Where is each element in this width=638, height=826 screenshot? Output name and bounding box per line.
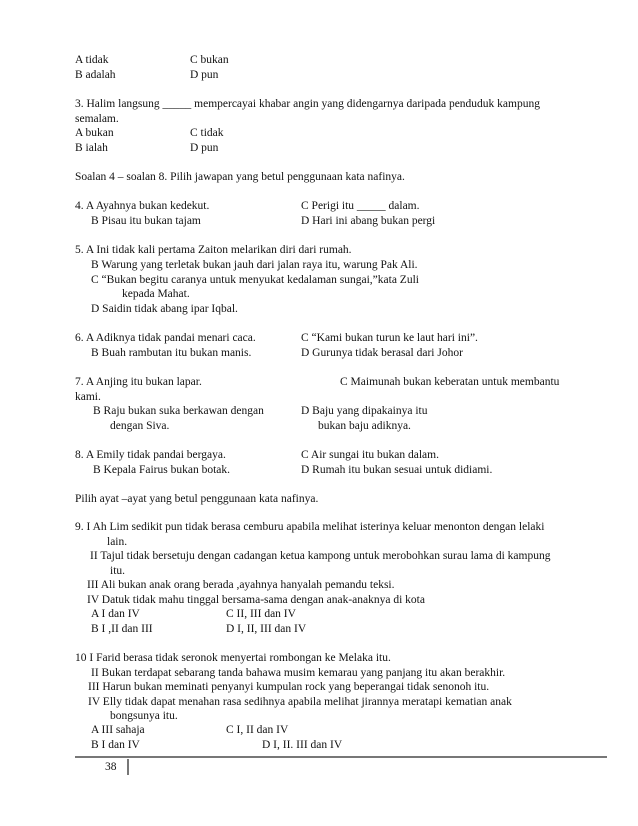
option-a: A tidak	[75, 54, 109, 66]
question-6-option-c: C “Kami bukan turun ke laut hari ini”.	[301, 332, 478, 344]
question-4-option-d: D Hari ini abang bukan pergi	[301, 215, 436, 227]
question-10-option-a: A III sahaja	[91, 724, 145, 736]
question-5-option-a: 5. A Ini tidak kali pertama Zaiton melarikan diri dari rumah.	[75, 244, 352, 256]
question-5-option-c-cont: kepada Mahat.	[122, 288, 190, 300]
question-10-option-b: B I dan IV	[91, 739, 140, 751]
question-3-option-b: B ialah	[75, 142, 108, 154]
question-7-option-d-cont: bukan baju adiknya.	[318, 420, 411, 432]
question-6-option-a: 6. A Adiknya tidak pandai menari caca.	[75, 332, 256, 344]
question-9-option-b: B I ,II dan III	[91, 623, 153, 635]
question-4-option-c: C Perigi itu _____ dalam.	[301, 200, 420, 212]
question-6-option-d: D Gurunya tidak berasal dari Johor	[301, 347, 463, 359]
section-heading-2: Pilih ayat –ayat yang betul penggunaan kata nafinya.	[75, 493, 319, 505]
question-7-option-c: C Maimunah bukan keberatan untuk membantu	[340, 376, 560, 388]
question-9-statement-i: 9. I Ah Lim sedikit pun tidak berasa cemburu apabila melihat isterinya keluar menonton dengan lelaki	[75, 521, 545, 533]
footer-rule	[75, 756, 607, 758]
question-3-option-c: C tidak	[190, 127, 224, 139]
section-heading: Soalan 4 – soalan 8. Pilih jawapan yang betul penggunaan kata nafinya.	[75, 171, 405, 183]
option-c: C bukan	[190, 54, 229, 66]
question-7-option-a: 7. A Anjing itu bukan lapar.	[75, 376, 202, 388]
question-5-option-b: B Warung yang terletak bukan jauh dari jalan raya itu, warung Pak Ali.	[91, 259, 418, 271]
question-8-option-c: C Air sungai itu bukan dalam.	[301, 449, 439, 461]
option-b: B adalah	[75, 69, 116, 81]
question-10-statement-iv-cont: bongsunya itu.	[110, 710, 178, 722]
question-10-statement-iv: IV Elly tidak dapat menahan rasa sedihnya apabila melihat jirannya meratapi kematian anak	[88, 696, 512, 708]
question-9-statement-ii-cont: itu.	[110, 565, 126, 577]
question-9-statement-i-cont: lain.	[107, 536, 128, 548]
question-10-statement-iii: III Harun bukan meminati penyanyi kumpulan rock yang beperangai tidak senonoh itu.	[88, 681, 490, 693]
question-3-option-a: A bukan	[75, 127, 114, 139]
question-7-option-c-cont: kami.	[75, 391, 101, 403]
question-8-option-b: B Kepala Fairus bukan botak.	[93, 464, 231, 476]
question-5-option-c: C “Bukan begitu caranya untuk menyukat kedalaman sungai,”kata Zuli	[91, 274, 419, 286]
question-9-option-a: A I dan IV	[91, 608, 140, 620]
question-3-stem: 3. Halim langsung _____ mempercayai khabar angin yang didengarnya daripada penduduk kampung	[75, 98, 540, 110]
question-10-option-d: D I, II. III dan IV	[262, 739, 343, 751]
question-10-option-c: C I, II dan IV	[226, 724, 289, 736]
question-8-option-d: D Rumah itu bukan sesuai untuk didiami.	[301, 464, 493, 476]
question-4-option-a: 4. A Ayahnya bukan kedekut.	[75, 200, 210, 212]
question-10-statement-ii: II Bukan terdapat sebarang tanda bahawa musim kemarau yang panjang itu akan berakhir.	[91, 667, 506, 679]
question-5-option-d: D Saidin tidak abang ipar Iqbal.	[91, 303, 238, 315]
footer-divider	[127, 759, 129, 775]
question-8-option-a: 8. A Emily tidak pandai bergaya.	[75, 449, 226, 461]
question-9-statement-iii: III Ali bukan anak orang berada ,ayahnya hanyalah pemandu teksi.	[87, 579, 395, 591]
question-3-option-d: D pun	[190, 142, 219, 154]
question-7-option-d: D Baju yang dipakainya itu	[301, 405, 428, 417]
page-number: 38	[105, 761, 117, 773]
question-9-statement-iv: IV Datuk tidak mahu tinggal bersama-sama dengan anak-anaknya di kota	[87, 594, 425, 606]
question-7-option-b: B Raju bukan suka berkawan dengan	[93, 405, 264, 417]
question-10-statement-i: 10 I Farid berasa tidak seronok menyertai rombongan ke Melaka itu.	[75, 652, 391, 664]
question-7-option-b-cont: dengan Siva.	[110, 420, 170, 432]
question-9-option-c: C II, III dan IV	[226, 608, 296, 620]
question-9-statement-ii: II Tajul tidak bersetuju dengan cadangan ketua kampong untuk merobohkan surau lama di kampung	[90, 550, 551, 562]
question-6-option-b: B Buah rambutan itu bukan manis.	[91, 347, 252, 359]
question-4-option-b: B Pisau itu bukan tajam	[91, 215, 201, 227]
question-3-stem-cont: semalam.	[75, 113, 119, 125]
option-d: D pun	[190, 69, 219, 81]
question-9-option-d: D I, II, III dan IV	[226, 623, 307, 635]
